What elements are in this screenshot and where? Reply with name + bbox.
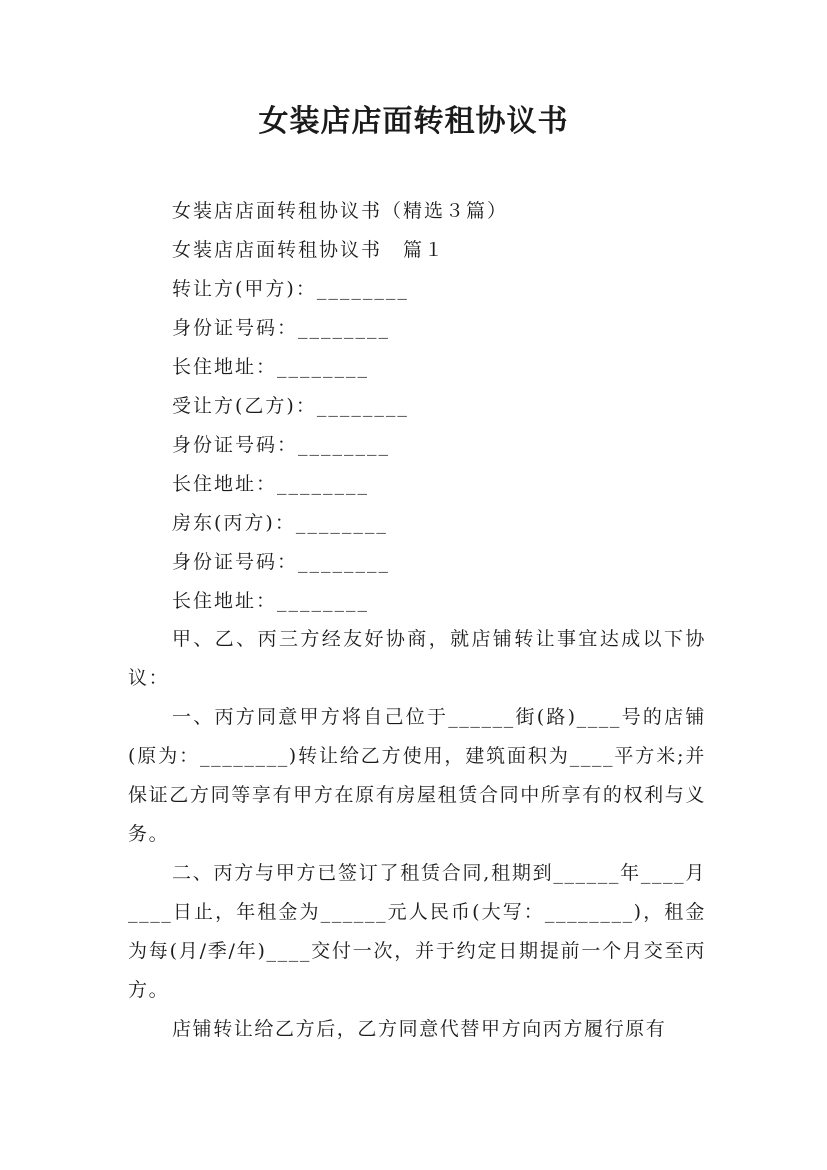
party-b-id-line: 身份证号码：________ [172,434,391,456]
party-c-address-line: 长住地址：________ [172,590,370,612]
section-heading: 女装店店面转租协议书 篇１ [172,239,446,261]
party-c-id-line: 身份证号码：________ [172,551,391,573]
subtitle-line: 女装店店面转租协议书（精选３篇） [172,200,509,222]
clause-one-paragraph: 一、丙方同意甲方将自己位于______街(路)____号的店铺(原为：________)转让给乙方使用，建筑面积为____平方米;并保证乙方同等享有甲方在原有房屋租赁合同中所享有的权利与义务。 [128,706,706,845]
clause-two-paragraph: 二、丙方与甲方已签订了租赁合同,租期到______年____月____日止，年租金为______元人民币(大写：________)，租金为每(月/季/年)____交付一次，并于约定日期提前一个月交至丙方。 [128,862,706,1001]
agreement-intro-paragraph: 甲、乙、丙三方经友好协商，就店铺转让事宜达成以下协议： [128,628,706,689]
party-a-address-line: 长住地址：________ [172,356,370,378]
party-c-name-line: 房东(丙方)：________ [172,512,388,534]
party-b-address-line: 长住地址：________ [172,473,370,495]
transfer-paragraph: 店铺转让给乙方后，乙方同意代替甲方向丙方履行原有 [172,1018,667,1040]
party-b-name-line: 受让方(乙方)：________ [172,395,409,417]
party-a-id-line: 身份证号码：________ [172,317,391,339]
document-title: 女装店店面转租协议书 [258,104,569,139]
party-a-name-line: 转让方(甲方)：________ [172,278,409,300]
